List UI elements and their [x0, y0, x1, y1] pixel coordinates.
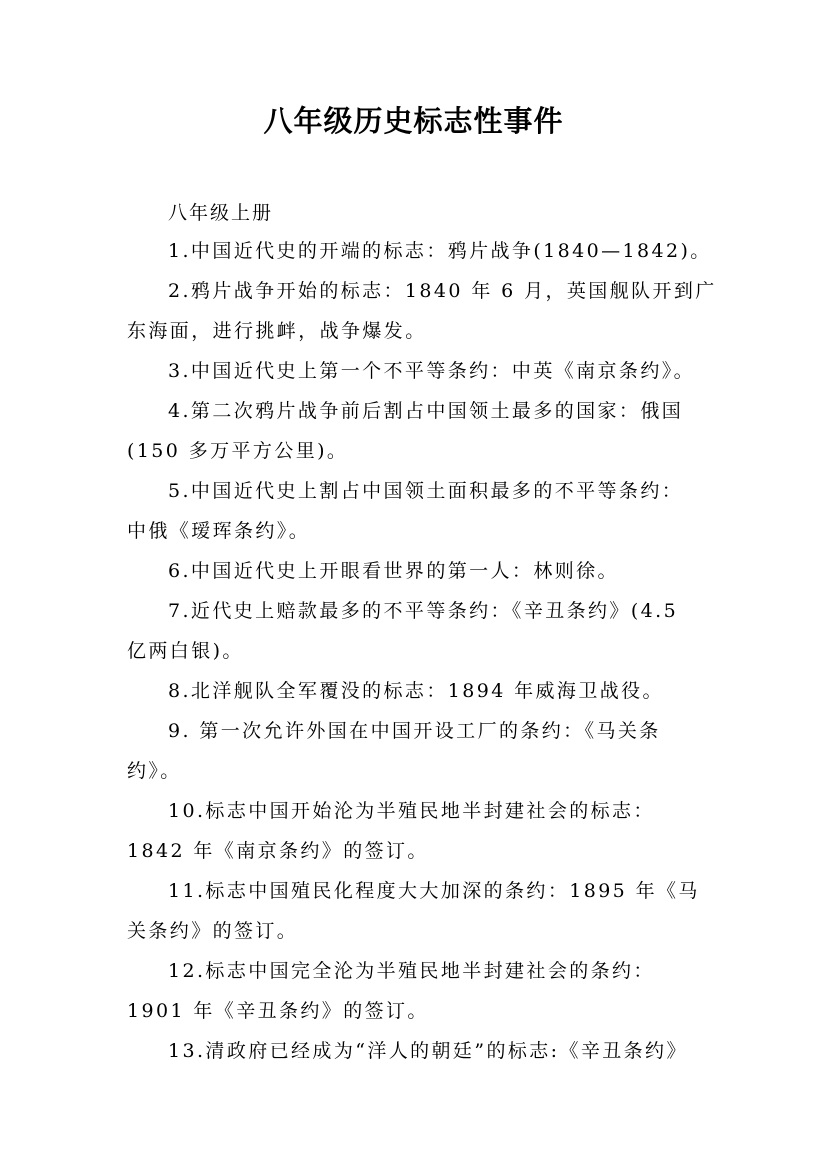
list-item-line: 6.中国近代史上开眼看世界的第一人：林则徐。: [168, 560, 619, 582]
list-item-line: 1.中国近代史的开端的标志：鸦片战争(1840—1842)。: [168, 240, 712, 262]
list-item-line: 5.中国近代史上割占中国领土面积最多的不平等条约：: [168, 480, 684, 502]
list-item: [127, 471, 717, 551]
list-item-line: 9. 第一次允许外国在中国开设工厂的条约：《马关条: [168, 720, 661, 742]
list-item-line: (150 多万平方公里)。: [127, 440, 349, 462]
list-item: [127, 391, 717, 471]
list-item-line: 13.清政府已经成为“洋人的朝廷”的标志:《辛丑条约》: [168, 1040, 688, 1062]
list-item: [127, 791, 717, 871]
list-item: [127, 671, 717, 711]
list-item-line: 3.中国近代史上第一个不平等条约：中英《南京条约》。: [168, 360, 696, 382]
list-item: [127, 271, 717, 351]
list-item-line: 亿两白银)。: [127, 640, 244, 662]
list-item-line: 关条约》的签订。: [127, 920, 299, 942]
list-item-line: 8.北洋舰队全军覆没的标志：1894 年威海卫战役。: [168, 680, 664, 702]
list-item: [127, 1031, 717, 1071]
list-item-line: 约》。: [127, 760, 182, 782]
list-item: [127, 231, 717, 271]
list-item: [127, 951, 717, 1031]
list-item: [127, 551, 717, 591]
list-item-line: 1842 年《南京条约》的签订。: [127, 840, 429, 862]
list-item: [127, 351, 717, 391]
list-item: [127, 871, 717, 951]
list-item-line: 12.标志中国完全沦为半殖民地半封建社会的条约：: [168, 960, 655, 982]
event-list: [127, 231, 717, 1071]
list-item: [127, 711, 717, 791]
list-item-line: 中俄《瑷珲条约》。: [127, 520, 311, 542]
list-item-line: 10.标志中国开始沦为半殖民地半封建社会的标志：: [168, 800, 655, 822]
list-item-line: 11.标志中国殖民化程度大大加深的条约：1895 年《马: [168, 880, 700, 902]
document-title: 八年级历史标志性事件: [263, 104, 564, 138]
list-item-line: 4.第二次鸦片战争前后割占中国领土最多的国家：俄国: [168, 400, 684, 422]
list-item: [127, 591, 717, 671]
list-item-line: 东海面，进行挑衅，战争爆发。: [127, 320, 427, 342]
list-item-line: 2.鸦片战争开始的标志：1840 年 6 月，英国舰队开到广: [168, 280, 717, 302]
list-item-line: 7.近代史上赔款最多的不平等条约：《辛丑条约》(4.5: [168, 600, 679, 622]
list-item-line: 1901 年《辛丑条约》的签订。: [127, 1000, 429, 1022]
section-heading: 八年级上册: [168, 202, 274, 224]
